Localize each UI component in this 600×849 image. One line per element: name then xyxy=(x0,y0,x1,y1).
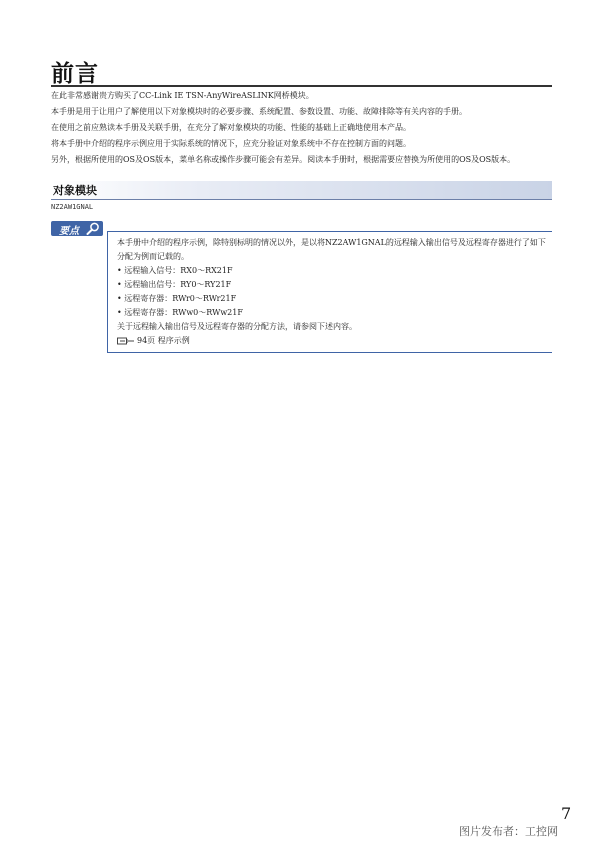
intro-paragraph: 本手册是用于让用户了解使用以下对象模块时的必要步骤、系统配置、参数设置、功能、故障排除等有关内容的手册。 xyxy=(51,107,467,116)
module-name: NZ2AW1GNAL xyxy=(51,203,94,211)
point-badge xyxy=(51,221,103,236)
point-label: 要点 xyxy=(59,226,79,237)
intro-paragraph: 在使用之前应熟读本手册及关联手册，在充分了解对象模块的功能、性能的基础上正确地使用本产品。 xyxy=(51,123,411,132)
title-divider xyxy=(51,85,552,87)
magnifier-icon xyxy=(86,222,100,235)
point-list-item: • 远程输出信号：RY0～RY21F xyxy=(117,280,232,289)
reference-link[interactable] xyxy=(117,334,549,348)
point-box-bottom-rule xyxy=(107,352,552,353)
point-note: 关于远程输入输出信号及远程寄存器的分配方法，请参阅下述内容。 xyxy=(117,322,357,331)
point-list-item: • 远程寄存器：RWr0～RWr21F xyxy=(117,294,237,303)
section-title: 对象模块 xyxy=(53,184,97,197)
reference-arrow-icon xyxy=(117,337,135,345)
section-header xyxy=(51,181,552,200)
page-title: 前言 xyxy=(51,61,99,87)
intro-paragraph: 在此非常感谢贵方购买了CC-Link IE TSN-AnyWireASLINK网桥模块。 xyxy=(51,91,314,100)
intro-paragraph: 另外，根据所使用的OS及OS版本，菜单名称或操作步骤可能会有差异。阅读本手册时，根据需要应替换为所使用的OS及OS版本。 xyxy=(51,155,516,164)
intro-text xyxy=(51,88,553,168)
point-body xyxy=(117,236,549,348)
watermark: 图片发布者：工控网 xyxy=(459,825,558,838)
point-box-top-rule xyxy=(107,231,552,232)
reference-text: 94页 程序示例 xyxy=(137,336,190,345)
point-list-item: • 远程输入信号：RX0～RX21F xyxy=(117,266,233,275)
point-intro: 本手册中介绍的程序示例，除特别标明的情况以外，是以将NZ2AW1GNAL的远程输入输出信号及远程寄存器进行了如下分配为例而记载的。 xyxy=(117,238,546,261)
intro-paragraph: 将本手册中介绍的程序示例应用于实际系统的情况下，应充分验证对象系统中不存在控制方面的问题。 xyxy=(51,139,411,148)
point-list-item: • 远程寄存器：RWw0～RWw21F xyxy=(117,308,243,317)
point-box-left-rule xyxy=(107,231,108,352)
page-number: 7 xyxy=(561,804,572,823)
